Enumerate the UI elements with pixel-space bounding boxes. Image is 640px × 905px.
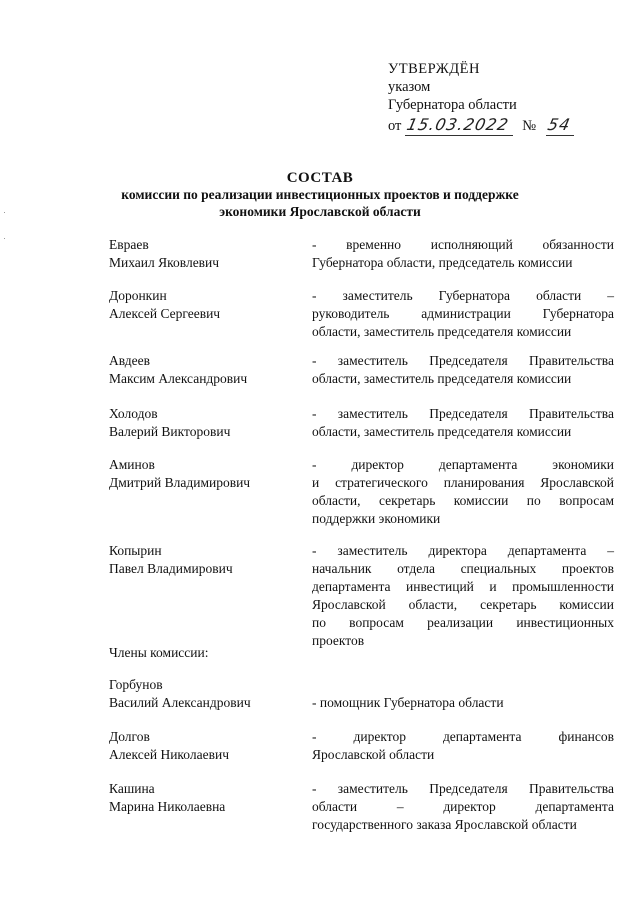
- role-line: руководитель администрации Губернатора: [312, 306, 614, 321]
- role-line: государственного заказа Ярославской области: [312, 817, 577, 832]
- member-surname: Евраев: [109, 237, 149, 252]
- member-name: [109, 405, 299, 441]
- member-given-name: Алексей Сергеевич: [109, 306, 221, 321]
- role-line: по вопросам реализации инвестиционных: [312, 615, 614, 630]
- member-surname: Кашина: [109, 781, 155, 796]
- subtitle-line: экономики Ярославской области: [219, 204, 421, 219]
- role-line: - директор департамента экономики: [312, 457, 614, 472]
- member-given-name: Максим Александрович: [109, 371, 248, 386]
- member-name: [109, 676, 299, 712]
- member-given-name: Валерий Викторович: [109, 424, 231, 439]
- margin-mark: [4, 212, 5, 213]
- role-line: - помощник Губернатора области: [312, 695, 504, 710]
- member-name: [109, 456, 299, 492]
- role-line: Ярославской области: [312, 747, 435, 762]
- document-title: СОСТАВ: [286, 170, 354, 186]
- role-line: - заместитель Губернатора области –: [312, 288, 614, 303]
- approval-date-line: [388, 116, 574, 138]
- role-line: области, заместитель председателя комиссии: [312, 424, 572, 439]
- member-role: [312, 287, 614, 341]
- role-line: - заместитель Председателя Правительства: [312, 353, 614, 368]
- role-line: начальник отдела специальных проектов: [312, 561, 614, 576]
- role-line: поддержки экономики: [312, 511, 441, 526]
- members-section-label: Члены комиссии:: [109, 645, 209, 660]
- role-line: области, заместитель председателя комиссии: [312, 371, 572, 386]
- date-prefix: от: [388, 118, 402, 134]
- member-role: [312, 542, 614, 650]
- document-subtitle: [0, 186, 640, 220]
- member-role: [312, 694, 614, 712]
- member-given-name: Михаил Яковлевич: [109, 255, 220, 270]
- role-line: области, секретарь комиссии по вопросам: [312, 493, 614, 508]
- handwritten-date: 15.03.2022: [405, 115, 511, 134]
- member-given-name: Марина Николаевна: [109, 799, 226, 814]
- member-surname: Копырин: [109, 543, 162, 558]
- member-role: [312, 456, 614, 528]
- member-name: [109, 287, 299, 323]
- subtitle-line: комиссии по реализации инвестиционных проектов и поддержке: [121, 187, 519, 202]
- member-given-name: Василий Александрович: [109, 695, 251, 710]
- member-given-name: Алексей Николаевич: [109, 747, 229, 762]
- role-line: - заместитель Председателя Правительства: [312, 781, 614, 796]
- member-given-name: Павел Владимирович: [109, 561, 233, 576]
- member-surname: Холодов: [109, 406, 158, 421]
- date-field: [405, 116, 513, 136]
- member-role: [312, 236, 614, 272]
- approval-title: УТВЕРЖДЁН: [388, 61, 480, 77]
- member-role: [312, 405, 614, 441]
- margin-mark: [4, 238, 5, 239]
- role-line: - заместитель директора департамента –: [312, 543, 614, 558]
- member-surname: Доронкин: [109, 288, 167, 303]
- role-line: Ярославской области, секретарь комиссии: [312, 597, 614, 612]
- member-surname: Аминов: [109, 457, 155, 472]
- approval-block: [388, 60, 574, 138]
- member-given-name: Дмитрий Владимирович: [109, 475, 251, 490]
- member-name: [109, 780, 299, 816]
- approval-authority: Губернатора области: [388, 97, 517, 113]
- role-line: проектов: [312, 633, 365, 648]
- member-surname: Долгов: [109, 729, 150, 744]
- role-line: и стратегического планирования Ярославской: [312, 475, 614, 490]
- role-line: - заместитель Председателя Правительства: [312, 406, 614, 421]
- role-line: области, заместитель председателя комиссии: [312, 324, 572, 339]
- member-role: [312, 780, 614, 834]
- role-line: - директор департамента финансов: [312, 729, 614, 744]
- member-surname: Авдеев: [109, 353, 151, 368]
- member-name: [109, 728, 299, 764]
- member-surname: Горбунов: [109, 677, 163, 692]
- member-name: [109, 542, 299, 578]
- member-name: [109, 236, 299, 272]
- member-name: [109, 352, 299, 388]
- number-field: [546, 116, 574, 136]
- role-line: - временно исполняющий обязанности: [312, 237, 614, 252]
- member-role: [312, 352, 614, 388]
- handwritten-number: 54: [545, 115, 573, 134]
- role-line: Губернатора области, председатель комиссии: [312, 255, 573, 270]
- role-line: области – директор департамента: [312, 799, 614, 814]
- number-sign: №: [522, 118, 537, 134]
- member-role: [312, 728, 614, 764]
- approval-decree: указом: [388, 79, 431, 95]
- role-line: департамента инвестиций и промышленности: [312, 579, 614, 594]
